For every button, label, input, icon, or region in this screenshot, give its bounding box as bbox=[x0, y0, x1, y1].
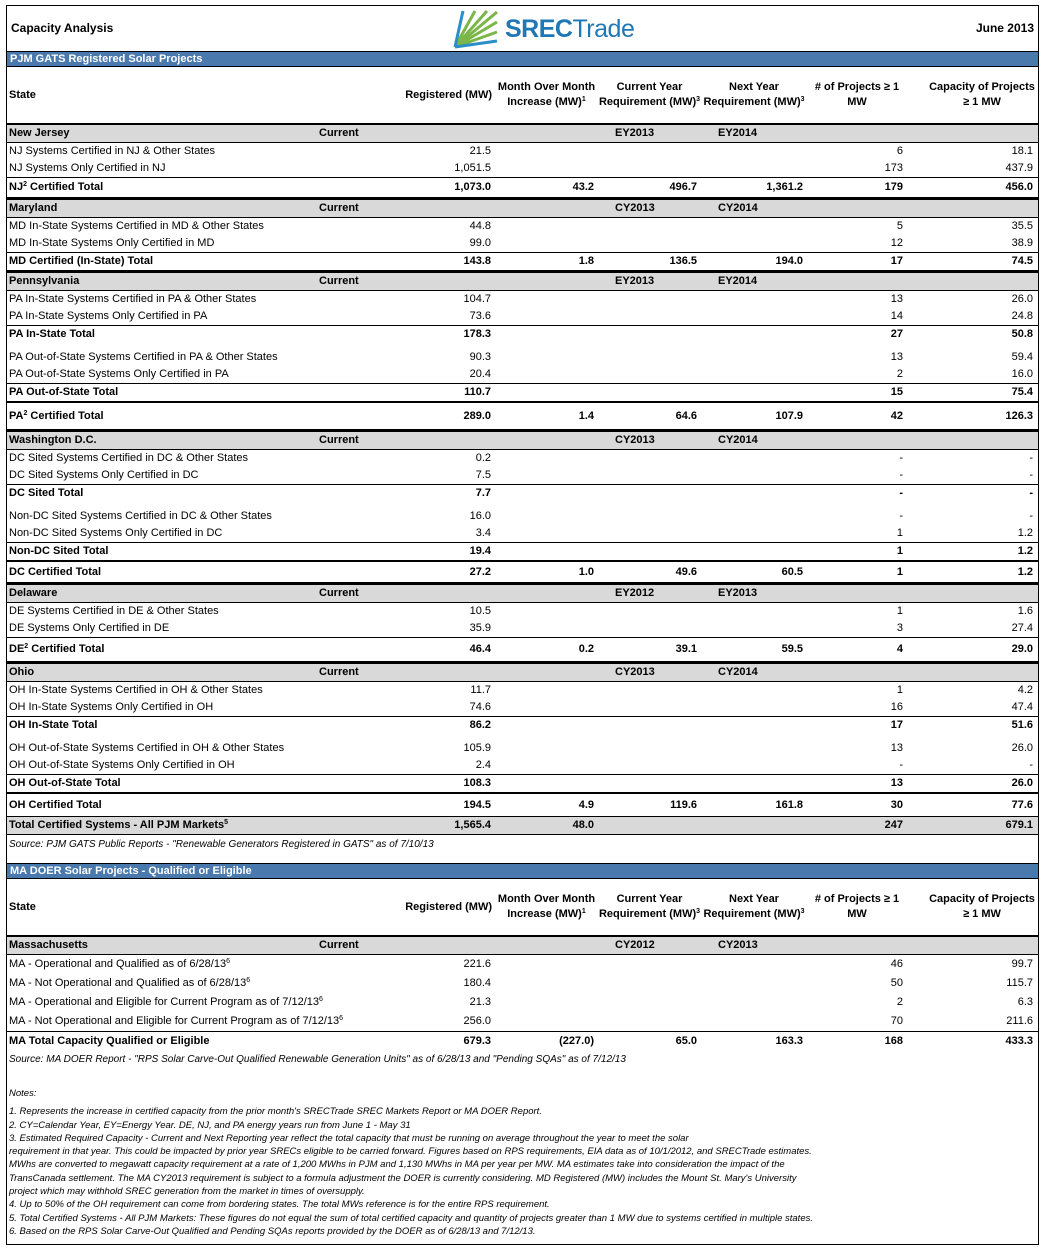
table-row: DC Sited Systems Only Certified in DC 7.5 - - bbox=[9, 469, 1033, 481]
col-state: State bbox=[9, 88, 36, 101]
non-dc-sited-total-row: Non-DC Sited Total 19.4 1 1.2 bbox=[7, 542, 1038, 562]
sunburst-logo-icon bbox=[453, 10, 499, 48]
notes-title: Notes: bbox=[9, 1088, 37, 1099]
oh-out-of-state-total-row: OH Out-of-State Total 108.3 13 26.0 bbox=[7, 774, 1038, 794]
table-row: DE Systems Certified in DE & Other States 10.5 1 1.6 bbox=[9, 605, 1033, 617]
ma-section-title: MA DOER Solar Projects - Qualified or Eligible bbox=[7, 863, 1038, 879]
group-header-dc: Washington D.C. Current CY2013 CY2014 bbox=[7, 431, 1038, 450]
nj-certified-total-row: $NJ^2$ Certified Total 1,073.0 43.2 496.7 1,361.2 179 456.0 bbox=[7, 177, 1038, 199]
group-header-ma: Massachusetts Current CY2012 CY2013 bbox=[7, 936, 1038, 955]
col-month-over-month: Month Over Month Increase (MW)$^1$ bbox=[497, 893, 596, 920]
note-line: requirement in that year. This could be impacted by prior year SRECs eligible to be carried forward. Figures based on RPS requirements, EIA data as of 10/1/2012, and SRECTrade estimates. bbox=[9, 1146, 812, 1158]
table-row: Non-DC Sited Systems Only Certified in DC 3.4 1 1.2 bbox=[9, 527, 1033, 539]
report-date: June 2013 bbox=[975, 21, 1034, 35]
note-line: 3. Estimated Required Capacity - Current and Next Reporting year reflect the total capacity that must be running on average throughout the year to meet the solar bbox=[9, 1132, 689, 1144]
group-header-nj: New Jersey Current EY2013 EY2014 bbox=[7, 124, 1038, 143]
col-capacity: Capacity of Projects ≥ 1 MW bbox=[929, 893, 1035, 920]
table-row: PA In-State Systems Only Certified in PA 73.6 14 24.8 bbox=[9, 310, 1033, 322]
ma-column-headers bbox=[7, 879, 1038, 936]
col-registered: Registered (MW) bbox=[405, 900, 492, 913]
capacity-report-sheet bbox=[6, 5, 1039, 1245]
de-certified-total-row: $DE^2$ Certified Total 46.4 0.2 39.1 59.5 4 29.0 bbox=[7, 637, 1038, 663]
table-row: PA In-State Systems Certified in PA & Other States 104.7 13 26.0 bbox=[9, 293, 1033, 305]
table-row: PA Out-of-State Systems Only Certified in PA 20.4 2 16.0 bbox=[9, 368, 1033, 380]
pjm-grand-total-row: Total Certified Systems - All PJM Markets$^5$ 1,565.4 48.0 247 679.1 bbox=[7, 816, 1038, 835]
table-row: DC Sited Systems Certified in DC & Other States 0.2 - - bbox=[9, 452, 1033, 464]
col-next-year-req: Next Year Requirement (MW)$^3$ bbox=[703, 893, 805, 920]
pjm-column-headers bbox=[7, 67, 1038, 124]
table-row: MA - Operational and Qualified as of $6/28/13^6$ 221.6 46 99.7 bbox=[9, 958, 1033, 970]
col-current-year-req: Current Year Requirement (MW)$^3$ bbox=[598, 893, 701, 920]
note-line: 6. Based on the RPS Solar Carve-Out Qualified and Pending SQAs reports provided by the DOER as of 6/28/13 and 7/12/13. bbox=[9, 1225, 536, 1237]
table-row: MA - Not Operational and Eligible for Current Program as of $7/12/13^6$ 256.0 70 211.6 bbox=[9, 1015, 1033, 1027]
note-line: project which may withhold SREC generation from the market in times of oversupply. bbox=[9, 1186, 365, 1198]
dc-sited-total-row: DC Sited Total 7.7 - - bbox=[7, 484, 1038, 502]
notes-section bbox=[7, 1087, 1038, 1238]
col-current-year-req: Current Year Requirement (MW)$^3$ bbox=[598, 81, 701, 108]
group-header-oh: Ohio Current CY2013 CY2014 bbox=[7, 663, 1038, 682]
table-row: OH In-State Systems Certified in OH & Other States 11.7 1 4.2 bbox=[9, 684, 1033, 696]
table-row: NJ Systems Only Certified in NJ 1,051.5 173 437.9 bbox=[9, 162, 1033, 174]
col-next-year-req: Next Year Requirement (MW)$^3$ bbox=[703, 81, 805, 108]
group-header-pa: Pennsylvania Current EY2013 EY2014 bbox=[7, 272, 1038, 291]
pjm-source-note: Source: PJM GATS Public Reports - "Renewable Generators Registered in GATS" as of 7/10/13 bbox=[9, 839, 434, 850]
table-row: Non-DC Sited Systems Certified in DC & Other States 16.0 - - bbox=[9, 510, 1033, 522]
group-header-de: Delaware Current EY2012 EY2013 bbox=[7, 584, 1038, 603]
table-row: NJ Systems Certified in NJ & Other States 21.5 6 18.1 bbox=[9, 145, 1033, 157]
ma-source-note: Source: MA DOER Report - "RPS Solar Carve-Out Qualified Renewable Generation Units" as of 6/28/13 and "Pending SQAs" as of 7/12/13 bbox=[9, 1054, 626, 1065]
srectrade-logo bbox=[453, 9, 634, 49]
col-month-over-month: Month Over Month Increase (MW)$^1$ bbox=[497, 81, 596, 108]
note-line: 4. Up to 50% of the OH requirement can come from bordering states. The total MWs reference is for the entire RPS requirement. bbox=[9, 1199, 550, 1211]
col-projects: # of Projects ≥ 1 MW bbox=[814, 893, 900, 920]
table-row: OH Out-of-State Systems Certified in OH & Other States 105.9 13 26.0 bbox=[9, 742, 1033, 754]
ma-total-row: MA Total Capacity Qualified or Eligible 679.3 (227.0) 65.0 163.3 168 433.3 bbox=[7, 1031, 1038, 1050]
table-row: DE Systems Only Certified in DE 35.9 3 27.4 bbox=[9, 622, 1033, 634]
pa-in-state-total-row: PA In-State Total 178.3 27 50.8 bbox=[7, 325, 1038, 343]
oh-in-state-total-row: OH In-State Total 86.2 17 51.6 bbox=[7, 716, 1038, 734]
col-projects: # of Projects ≥ 1 MW bbox=[814, 81, 900, 108]
note-line: 2. CY=Calendar Year, EY=Energy Year. DE, NJ, and PA energy years run from June 1 - May 31 bbox=[9, 1119, 411, 1131]
pa-certified-total-row: $PA^2$ Certified Total 289.0 1.4 64.6 107.9 42 126.3 bbox=[7, 403, 1038, 431]
col-registered: Registered (MW) bbox=[405, 88, 492, 101]
pjm-section-title: PJM GATS Registered Solar Projects bbox=[7, 51, 1038, 67]
group-header-md: Maryland Current CY2013 CY2014 bbox=[7, 199, 1038, 218]
oh-certified-total-row: OH Certified Total 194.5 4.9 119.6 161.8 30 77.6 bbox=[9, 799, 1033, 811]
note-line: 1. Represents the increase in certified capacity from the prior month's SRECTrade SREC Markets Report or MA DOER Report. bbox=[9, 1106, 542, 1118]
table-row: PA Out-of-State Systems Certified in PA & Other States 90.3 13 59.4 bbox=[9, 351, 1033, 363]
col-state: State bbox=[9, 900, 36, 913]
table-row: MA - Not Operational and Qualified as of $6/28/13^6$ 180.4 50 115.7 bbox=[9, 977, 1033, 989]
table-row: MA - Operational and Eligible for Current Program as of $7/12/13^6$ 21.3 2 6.3 bbox=[9, 996, 1033, 1008]
table-row: OH In-State Systems Only Certified in OH 74.6 16 47.4 bbox=[9, 701, 1033, 713]
note-line: 5. Total Certified Systems - All PJM Markets: These figures do not equal the sum of total certified capacity and quantity of projects greater than 1 MW due to systems certified in multiple states. bbox=[9, 1212, 813, 1224]
table-row: OH Out-of-State Systems Only Certified in OH 2.4 - - bbox=[9, 759, 1033, 771]
table-row: MD In-State Systems Certified in MD & Other States 44.8 5 35.5 bbox=[9, 220, 1033, 232]
note-line: TransCanada settlement. The MA CY2013 requirement is subject to a formula adjustment the DOER is currently considering. MD Registered (MW) includes the Mount St. Mary's University bbox=[9, 1172, 797, 1184]
report-header bbox=[7, 6, 1038, 51]
dc-certified-total-row: DC Certified Total 27.2 1.0 49.6 60.5 1 1.2 bbox=[7, 562, 1038, 584]
note-line: MWhs are converted to megawatt capacity requirement at a rate of 1,200 MWhs in PJM and 1,130 MWhs in MA per year per MW. MA estimates take into consideration the impact of the bbox=[9, 1159, 785, 1171]
table-row: MD In-State Systems Only Certified in MD 99.0 12 38.9 bbox=[9, 237, 1033, 249]
pa-out-of-state-total-row: PA Out-of-State Total 110.7 15 75.4 bbox=[7, 383, 1038, 403]
col-capacity: Capacity of Projects ≥ 1 MW bbox=[929, 81, 1035, 108]
md-certified-total-row: MD Certified (In-State) Total 143.8 1.8 136.5 194.0 17 74.5 bbox=[7, 252, 1038, 272]
report-title: Capacity Analysis bbox=[11, 21, 114, 35]
logo-wordmark: SRECTrade bbox=[505, 14, 635, 43]
